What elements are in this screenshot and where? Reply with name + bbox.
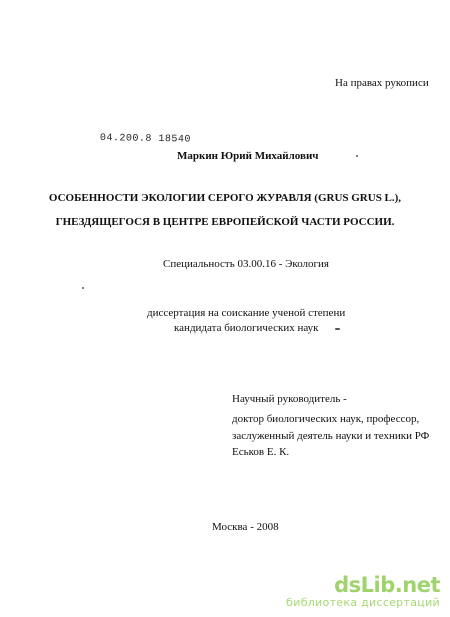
- dslib-watermark: [286, 574, 440, 609]
- supervisor-degree: доктор биологических наук, профессор,: [232, 413, 420, 425]
- supervisor-label: Научный руководитель -: [232, 393, 347, 405]
- city-year: Москва - 2008: [212, 521, 279, 533]
- registration-stamp: 04.200.8 18540: [99, 133, 192, 146]
- supervisor-title: заслуженный деятель науки и техники РФ: [232, 430, 430, 442]
- supervisor-name: Еськов Е. К.: [232, 446, 290, 458]
- author-name: Маркин Юрий Михайлович: [177, 150, 319, 162]
- watermark-subtitle: библиотека диссертаций: [286, 596, 440, 609]
- degree-line-1: диссертация на соискание ученой степени: [147, 307, 346, 319]
- rights-notice: На правах рукописи: [335, 77, 429, 89]
- scan-speck: [335, 328, 340, 330]
- thesis-title-line-2: ГНЕЗДЯЩЕГОСЯ В ЦЕНТРЕ ЕВРОПЕЙСКОЙ ЧАСТИ РОССИИ.: [55, 216, 395, 228]
- scan-speck: [82, 287, 84, 289]
- scan-speck: [356, 155, 358, 157]
- watermark-logo: dsLib.net: [334, 573, 440, 597]
- degree-line-2: кандидата биологических наук: [174, 322, 319, 334]
- specialty: Специальность 03.00.16 - Экология: [163, 258, 329, 270]
- thesis-title-line-1: ОСОБЕННОСТИ ЭКОЛОГИИ СЕРОГО ЖУРАВЛЯ (GRUS GRUS L.),: [48, 192, 402, 204]
